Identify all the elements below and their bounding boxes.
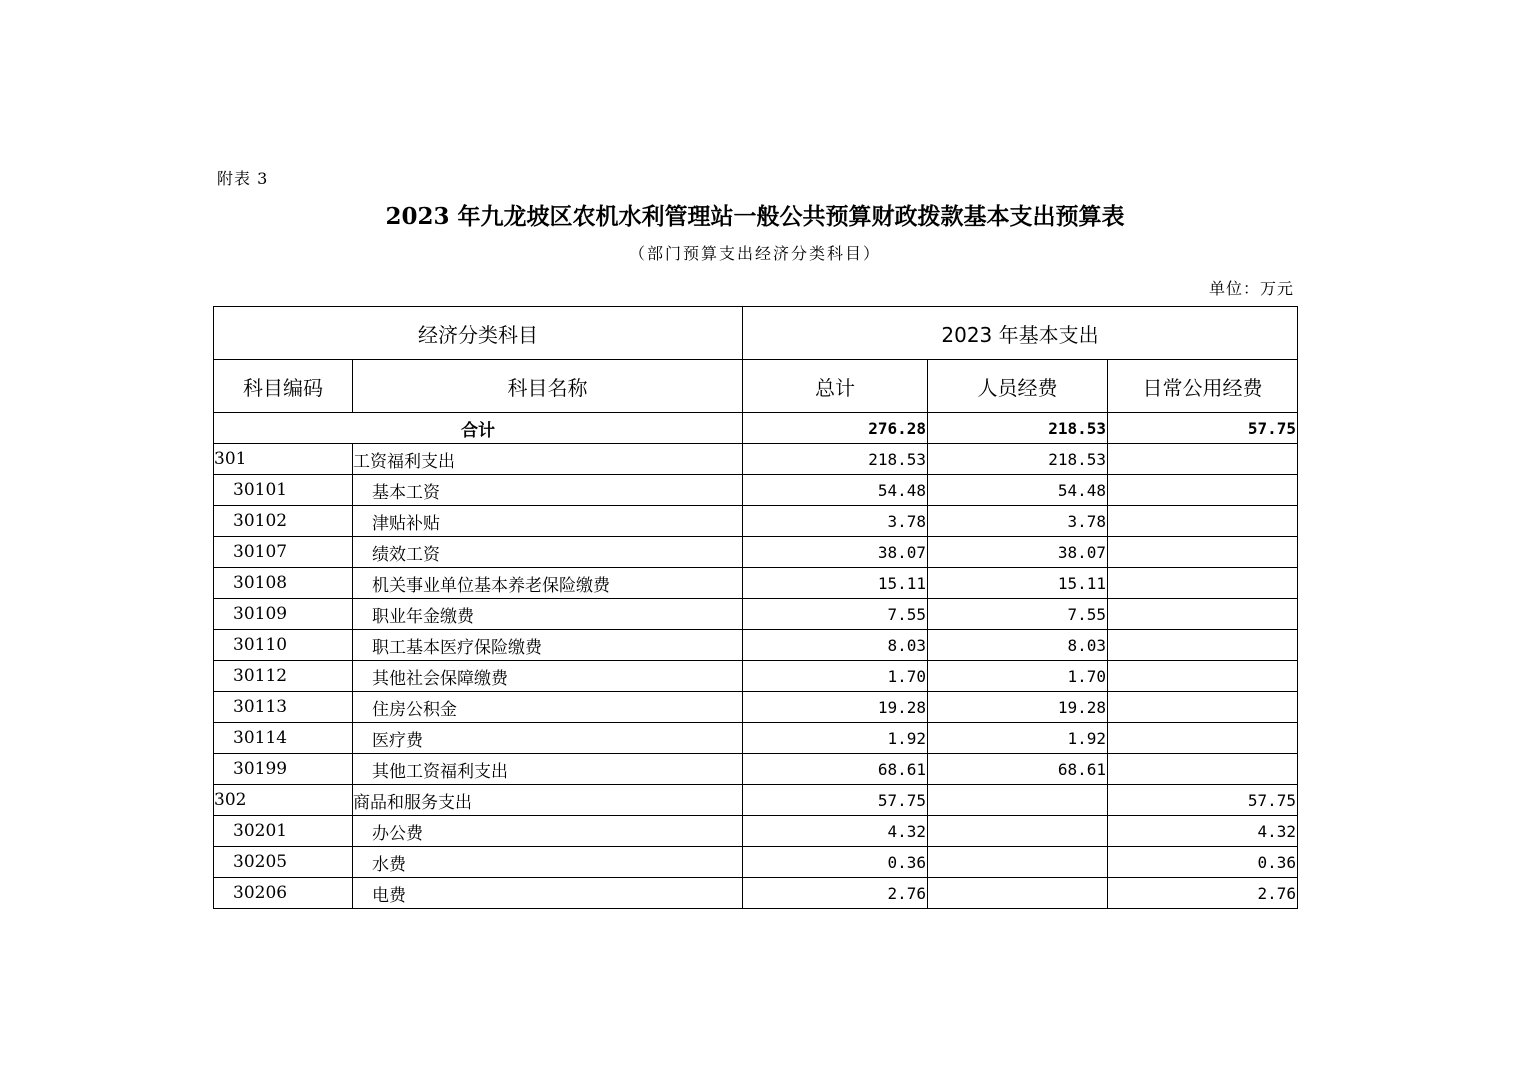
cell-public [1108, 661, 1298, 692]
page-title: 2023 年九龙坡区农机水利管理站一般公共预算财政拨款基本支出预算表 [385, 203, 1125, 230]
cell-name: 机关事业单位基本养老保险缴费 [353, 568, 743, 599]
cell-total: 2.76 [743, 878, 928, 909]
column-header-name: 科目名称 [353, 360, 743, 413]
attachment-label: 附表 3 [217, 169, 269, 188]
total-label: 合计 [214, 413, 743, 444]
cell-public: 0.36 [1108, 847, 1298, 878]
cell-name: 职业年金缴费 [353, 599, 743, 630]
cell-personnel: 3.78 [928, 506, 1108, 537]
cell-name: 基本工资 [353, 475, 743, 506]
cell-code: 30107 [214, 537, 353, 568]
column-header-public: 日常公用经费 [1108, 360, 1298, 413]
cell-personnel [928, 847, 1108, 878]
cell-total: 19.28 [743, 692, 928, 723]
cell-code: 30102 [214, 506, 353, 537]
cell-personnel: 7.55 [928, 599, 1108, 630]
cell-personnel: 15.11 [928, 568, 1108, 599]
total-row [214, 413, 1298, 444]
cell-code: 30113 [214, 692, 353, 723]
cell-name: 绩效工资 [353, 537, 743, 568]
cell-code: 301 [214, 444, 353, 475]
cell-personnel: 1.70 [928, 661, 1108, 692]
table-row [214, 723, 1298, 754]
cell-total: 218.53 [743, 444, 928, 475]
cell-total: 3.78 [743, 506, 928, 537]
cell-total: 7.55 [743, 599, 928, 630]
cell-personnel [928, 816, 1108, 847]
cell-personnel: 218.53 [928, 444, 1108, 475]
cell-public: 57.75 [1108, 785, 1298, 816]
cell-name: 商品和服务支出 [353, 785, 743, 816]
cell-code: 30114 [214, 723, 353, 754]
cell-public [1108, 475, 1298, 506]
table-row [214, 754, 1298, 785]
cell-total: 15.11 [743, 568, 928, 599]
cell-code: 30108 [214, 568, 353, 599]
cell-name: 水费 [353, 847, 743, 878]
table-row [214, 816, 1298, 847]
cell-name: 医疗费 [353, 723, 743, 754]
cell-public: 2.76 [1108, 878, 1298, 909]
column-header-total: 总计 [743, 360, 928, 413]
cell-name: 办公费 [353, 816, 743, 847]
table-row [214, 537, 1298, 568]
cell-public [1108, 599, 1298, 630]
cell-public [1108, 754, 1298, 785]
cell-total: 68.61 [743, 754, 928, 785]
total-cell-personnel: 218.53 [928, 413, 1108, 444]
table-row [214, 630, 1298, 661]
cell-name: 其他工资福利支出 [353, 754, 743, 785]
total-cell-public: 57.75 [1108, 413, 1298, 444]
cell-total: 4.32 [743, 816, 928, 847]
cell-personnel: 1.92 [928, 723, 1108, 754]
cell-name: 职工基本医疗保险缴费 [353, 630, 743, 661]
cell-code: 30109 [214, 599, 353, 630]
table-row [214, 568, 1298, 599]
cell-code: 30110 [214, 630, 353, 661]
table-row [214, 847, 1298, 878]
cell-total: 1.92 [743, 723, 928, 754]
cell-code: 30199 [214, 754, 353, 785]
unit-label: 单位：万元 [1208, 279, 1294, 298]
table-row [214, 475, 1298, 506]
group-header-basic-expenditure: 2023 年基本支出 [743, 307, 1298, 360]
cell-name: 其他社会保障缴费 [353, 661, 743, 692]
cell-name: 电费 [353, 878, 743, 909]
cell-personnel: 19.28 [928, 692, 1108, 723]
cell-public: 4.32 [1108, 816, 1298, 847]
table-row [214, 785, 1298, 816]
cell-code: 30205 [214, 847, 353, 878]
cell-public [1108, 723, 1298, 754]
cell-total: 8.03 [743, 630, 928, 661]
group-header-economic-class: 经济分类科目 [214, 307, 743, 360]
cell-public [1108, 506, 1298, 537]
cell-personnel: 8.03 [928, 630, 1108, 661]
cell-total: 0.36 [743, 847, 928, 878]
cell-name: 住房公积金 [353, 692, 743, 723]
column-header-personnel: 人员经费 [928, 360, 1108, 413]
cell-name: 工资福利支出 [353, 444, 743, 475]
table-row [214, 878, 1298, 909]
cell-personnel: 54.48 [928, 475, 1108, 506]
budget-table [213, 306, 1298, 909]
cell-public [1108, 444, 1298, 475]
table-row [214, 599, 1298, 630]
cell-code: 30201 [214, 816, 353, 847]
cell-code: 30101 [214, 475, 353, 506]
cell-total: 54.48 [743, 475, 928, 506]
total-cell-total: 276.28 [743, 413, 928, 444]
page-subtitle: （部门预算支出经济分类科目） [628, 244, 881, 263]
cell-public [1108, 537, 1298, 568]
cell-code: 30206 [214, 878, 353, 909]
cell-public [1108, 568, 1298, 599]
cell-personnel: 68.61 [928, 754, 1108, 785]
cell-code: 302 [214, 785, 353, 816]
cell-total: 57.75 [743, 785, 928, 816]
table-row [214, 506, 1298, 537]
cell-personnel [928, 785, 1108, 816]
cell-name: 津贴补贴 [353, 506, 743, 537]
table-row [214, 661, 1298, 692]
cell-total: 1.70 [743, 661, 928, 692]
cell-public [1108, 692, 1298, 723]
cell-total: 38.07 [743, 537, 928, 568]
cell-code: 30112 [214, 661, 353, 692]
table-row [214, 444, 1298, 475]
cell-personnel [928, 878, 1108, 909]
cell-personnel: 38.07 [928, 537, 1108, 568]
cell-public [1108, 630, 1298, 661]
table-row [214, 692, 1298, 723]
column-header-code: 科目编码 [214, 360, 353, 413]
